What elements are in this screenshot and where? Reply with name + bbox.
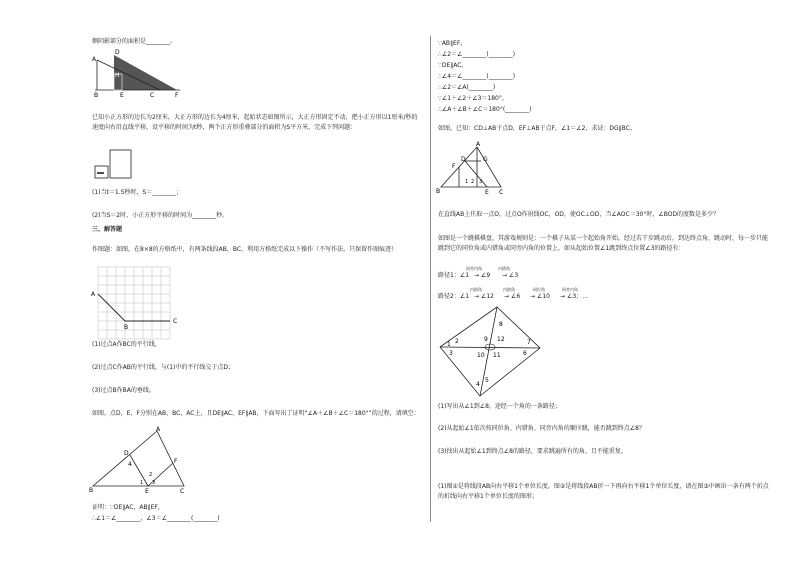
fig1-label-B: B xyxy=(94,92,99,99)
perp-label-2: 2 xyxy=(471,179,475,185)
proof-line-8: ∵∠1＋∠2＋∠3＝180°， xyxy=(438,95,508,102)
route1-step2-type: 内错角 xyxy=(498,266,510,271)
segment-ab xyxy=(98,294,125,321)
route2-step2: → ∠6 xyxy=(504,293,521,300)
route2-step1: → ∠12 xyxy=(474,293,494,300)
route1-label: 路径1：∠1 xyxy=(438,272,470,279)
grid-label-B: B xyxy=(124,324,129,331)
route2-step4: → ∠3；… xyxy=(560,293,589,300)
fig1-label-H: H xyxy=(115,72,120,79)
board-label-10: 10 xyxy=(477,352,485,359)
question-translation: (1)图①是将线段AB向右平移1个单位长度，图②是将线段AB折一下再向右平移1个单位长度，请在图③中画出一条有两个折点的折线向右平移1个单位长度的图形； xyxy=(438,483,769,500)
question-grid-part1: (1)过点A作BC的平行线， xyxy=(92,341,161,348)
figure-checker-board xyxy=(435,304,545,400)
question-squares-part1: (1)当t＝1.5秒时，S＝________； xyxy=(92,189,183,196)
fig1-label-A: A xyxy=(92,56,97,63)
proof-line-7: ∴∠2＝∠A(________) xyxy=(438,84,496,91)
route1-step1: → ∠9 xyxy=(474,272,491,279)
proof-line-3: ∵AB∥EF， xyxy=(438,40,467,47)
proof-line-1: 证明：∵DE∥AC，AB∥EF， xyxy=(92,504,164,511)
board-label-11: 11 xyxy=(493,352,501,359)
route1-step2: → ∠3 xyxy=(502,272,519,279)
question-grid-part3: (3)过点B作BA的垂线。 xyxy=(92,387,155,394)
fig1-label-C: C xyxy=(150,92,155,99)
board-label-8: 8 xyxy=(499,321,503,328)
route2-step3: → ∠10 xyxy=(530,293,550,300)
board-label-6: 6 xyxy=(523,350,527,357)
route2-label: 路径2：∠1 xyxy=(438,293,470,300)
tri-label-D: D xyxy=(124,450,129,457)
perp-label-3: 3 xyxy=(479,179,483,185)
route2-step4-type: 同旁内角 xyxy=(562,287,578,292)
perp-label-F: F xyxy=(452,163,456,170)
question-checkers: 如图是一个跳棋棋盘，其游戏规则是：一个棋子从某一个起始角开始，经过若干步跳动后，到达终点角，跳动时，每一步只能跳到它的同位角或内错角或同旁内角的位置上，如从起始位置∠1跳到终点位置∠3的路径有： xyxy=(438,235,769,252)
proof-line-9: ∴∠A＋∠B＋∠C＝180°(________) xyxy=(438,106,532,113)
perp-label-A: A xyxy=(476,141,481,148)
board-label-12: 12 xyxy=(497,336,505,343)
perp-label-G: G xyxy=(483,156,488,163)
proof-line-4: ∴∠2＝∠________(________) xyxy=(438,51,516,58)
grid-8x8 xyxy=(90,265,180,340)
tri-label-C: C xyxy=(180,488,185,495)
tri-label-A: A xyxy=(156,426,161,433)
board-label-9: 9 xyxy=(484,336,488,343)
proof-line-6: ∴∠4＝∠________(________) xyxy=(438,73,516,80)
route2-step2-type: 内错角 xyxy=(503,287,515,292)
tri-label-3: 3 xyxy=(152,480,156,486)
board-label-2: 2 xyxy=(455,338,459,345)
perp-label-1: 1 xyxy=(465,179,469,185)
question-checkers-part1: (1)写出从∠1到∠8，途经一个角的一条路径； xyxy=(438,403,561,410)
question-squares-part2: (2)当S＝2时，小正方形平移的时间为________秒。 xyxy=(92,212,229,219)
board-label-7: 7 xyxy=(527,339,531,346)
tri-label-2: 2 xyxy=(149,472,153,478)
route1-step1-type: 同旁内角 xyxy=(466,266,482,271)
grid-label-A: A xyxy=(91,291,96,298)
fig1-label-D: D xyxy=(115,49,120,56)
question-perpendicular: 如图，已知：CD⊥AB于点D，EF⊥AB于点F，∠1＝∠2，求证：DG∥BC。 xyxy=(438,125,636,132)
board-label-3: 3 xyxy=(449,350,453,357)
route2-step1-type: 内错角 xyxy=(470,287,482,292)
perp-label-E: E xyxy=(485,189,489,196)
tri-label-1: 1 xyxy=(140,480,144,486)
question-checkers-part2: (2)从起始∠1依次按同位角、内错角、同旁内角的顺序跳，能否跳到终点∠8？ xyxy=(438,425,645,432)
figure-squares xyxy=(93,148,133,180)
perp-label-C: C xyxy=(499,189,504,196)
question-triangle-proof: 如图，点D，E，F分别在AB，BC，AC上，且DE∥AC，EF∥AB，下面写出了证明“∠A＋∠B＋∠C＝180°”的过程，请填空： xyxy=(92,410,420,417)
route2-step3-type: 同位角 xyxy=(533,287,545,292)
perp-label-D: D xyxy=(461,156,466,163)
perp-label-B: B xyxy=(436,188,441,195)
question-shaded-area: 侧阴影部分的面积是________。 xyxy=(92,38,177,45)
section-heading-answers: 三、解答题 xyxy=(92,226,123,233)
fig1-label-F: F xyxy=(175,92,179,99)
question-checkers-part3: (3)找出从起始∠1到终点∠8的路径，要求跳遍所有的角，且不能重复。 xyxy=(438,448,627,455)
tri-label-B: B xyxy=(89,487,94,494)
grid-label-C: C xyxy=(173,318,178,325)
tri-label-4: 4 xyxy=(128,461,132,468)
proof-line-5: ∵DE∥AC， xyxy=(438,62,468,69)
board-label-4: 4 xyxy=(476,381,480,388)
tri-label-E: E xyxy=(145,488,149,495)
tri-label-F: F xyxy=(174,458,178,465)
figure-triangle-def xyxy=(88,428,188,494)
figure-shaded-triangles xyxy=(90,50,190,100)
proof-line-2: ∴∠1＝∠________，∠3＝∠________(________) xyxy=(92,515,220,522)
question-grid-drawing: 作图题：如图，在8×8的方格纸中，有两条线段AB，BC，利用方格纸完成以下操作（不写作法，只保留作图痕迹） xyxy=(92,246,398,253)
board-label-5: 5 xyxy=(485,377,489,384)
question-grid-part2: (2)过点C作AB的平行线，与(1)中的平行线交于点D； xyxy=(92,364,235,371)
column-divider xyxy=(430,36,431,522)
question-rays: 在直线AB上任取一点O，过点O作射线OC，OD，使OC⊥OD，当∠AOC＝30°时，∠BOD的度数是多少？ xyxy=(438,211,720,218)
fig1-label-E: E xyxy=(120,92,124,99)
question-squares: 已知小正方形的边长为2厘米，大正方形的边长为4厘米，起始状态如图所示，大正方形固定不动，把小正方形以1厘米/秒的速度向右沿直线平移，设平移的时间为t秒，两个正方形重叠部分的面积为S平方米，完成下列问题： xyxy=(92,114,418,131)
figure-perpendicular-triangle xyxy=(435,143,505,195)
board-label-1: 1 xyxy=(447,341,451,348)
